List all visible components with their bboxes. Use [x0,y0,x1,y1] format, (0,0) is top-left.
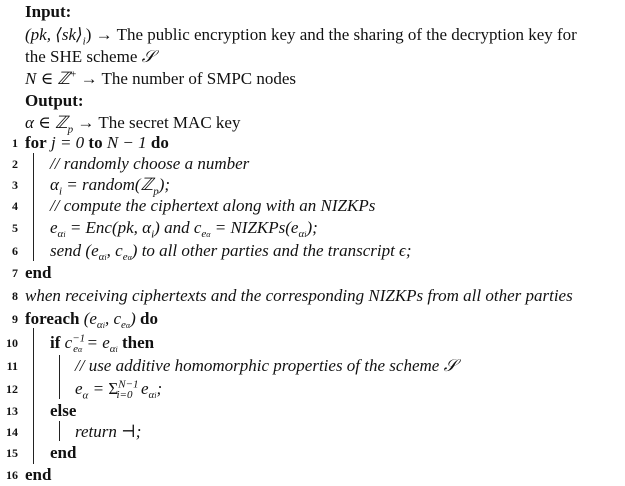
algo-line-2-comment: // randomly choose a number [50,154,250,173]
line-number: 8 [12,289,18,303]
line-number: 13 [6,404,18,418]
input-label: Input: [25,2,72,21]
output-alpha [25,113,241,136]
input-2-desc: → The number of SMPC nodes [76,69,297,88]
output-desc: → The secret MAC key [73,113,241,132]
algo-line-14-return: return ⊣; [75,422,142,441]
input-n [25,69,296,89]
loop-var: j = 0 [46,133,89,152]
input-1-cont: the SHE scheme [25,47,142,66]
for-block-rule [33,153,34,261]
sub-p: p [153,185,159,198]
line-number: 15 [6,446,18,460]
line-number: 9 [12,312,18,326]
algo-line-7-end: end [25,263,52,282]
loop-bound: N − 1 [102,133,151,152]
algo-line-8: when receiving ciphertexts and the corresponding NIZKPs from all other parties [25,286,573,305]
kw-then: then [122,333,155,352]
line-number: 7 [12,266,18,280]
input-pk-sk [25,25,577,48]
line-number: 10 [6,336,18,350]
line-number: 2 [12,157,18,171]
line-number: 3 [12,178,18,192]
close: ); [158,175,171,194]
algo-line-6: send ($e_{\alpha i}$, $c_{e\alpha}$) to all other parties and the transcript ϵ; [50,241,412,264]
if-block-rule [59,355,60,399]
line-number: 12 [6,382,18,396]
line-number: 6 [12,244,18,258]
algo-line-15-end: end [50,443,77,462]
line-number: 16 [6,468,18,482]
sub-i: i [82,35,86,48]
alpha: α [50,175,59,194]
algo-line-16-end: end [25,465,52,484]
scheme-symbol: 𝒮 [141,47,155,66]
random-call: = random(ℤ [62,175,154,194]
kw-to: to [88,133,103,152]
kw-if: if [50,333,61,352]
algo-line-12: $e_\alpha = \Sigma^{N-1}_{i=0}$ $e_{\alpha i}$; [75,378,163,402]
kw-do: do [150,133,169,152]
kw-for: for [25,133,47,152]
foreach-block-rule [33,328,34,464]
algo-line-3 [50,175,171,198]
line-number: 14 [6,425,18,439]
algo-line-9: foreach ($e_{\alpha i}$, $c_{e\alpha}$) do [25,309,158,332]
sup-plus: + [70,68,77,81]
line-number: 11 [6,359,18,373]
algo-line-1 [25,133,169,153]
sub-i: i [58,185,62,198]
kw-foreach: foreach [25,309,80,328]
kw-do: do [140,309,158,328]
output-label: Output: [25,91,84,110]
paren: ) [85,25,92,44]
input-1-desc: → The public encryption key and the sharing of the decryption key for [91,25,577,44]
line-number: 1 [12,136,18,150]
algo-line-11-comment: // use additive homomorphic properties of the scheme 𝒮 [75,356,457,375]
input-pk-sk-cont [25,47,155,67]
line-number: 4 [12,199,18,213]
else-block-rule [59,421,60,441]
algo-line-5: $e_{\alpha i} = Enc(pk$, $\alpha_i$) and $c_{e\alpha}$ = $NIZKPs(e_{\alpha i})$; [50,218,318,241]
algo-line-13-else: else [50,401,77,420]
input-1-math: (pk, ⟨sk⟩ [25,25,83,44]
algo-line-10: if $c^{-1}_{e\alpha} = e_{\alpha i}$ then [50,332,155,356]
algo-line-4-comment: // compute the ciphertext along with an NIZKPs [50,196,376,215]
output-math: α ∈ ℤ [25,113,68,132]
line-number: 5 [12,221,18,235]
sub-p: p [67,123,74,136]
input-2-math: N ∈ ℤ [25,69,71,88]
